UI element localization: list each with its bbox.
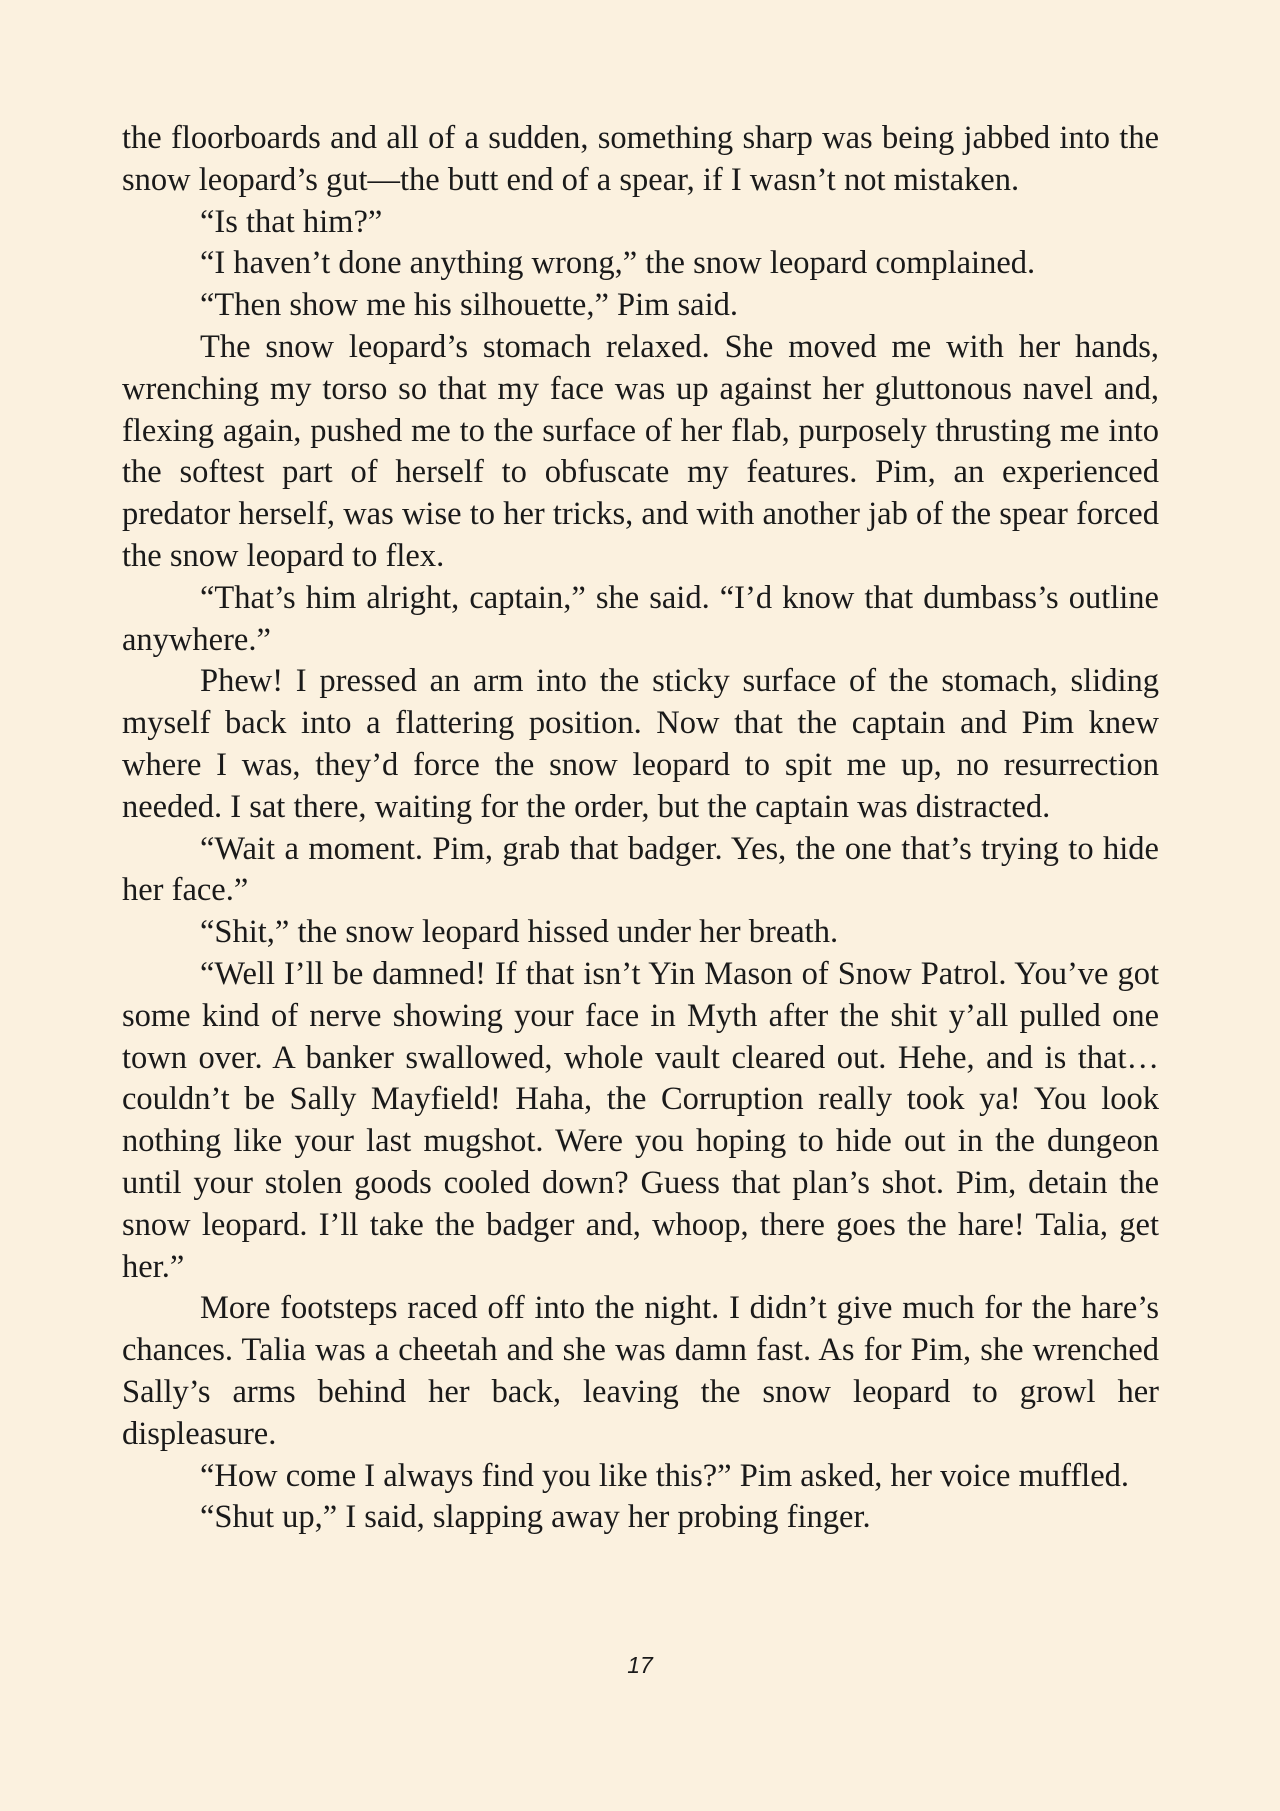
paragraph: “I haven’t done anything wrong,” the snow leopard complained. bbox=[200, 245, 1036, 282]
body-text bbox=[122, 118, 1159, 1539]
paragraph: “How come I always find you like this?” Pim asked, her voice muffled. bbox=[200, 1457, 1130, 1494]
paragraph-continued: the floorboards and all of a sudden, something sharp was being jabbed into the snow leopard’s gut—the butt end of a spear, if I wasn’t not mistaken. bbox=[122, 120, 1159, 198]
paragraph: “That’s him alright, captain,” she said. “I’d know that dumbass’s outline anywhere.” bbox=[122, 579, 1159, 658]
paragraph: The snow leopard’s stomach relaxed. She moved me with her hands, wrenching my torso so that my face was up against her gluttonous navel and, flexing again, pushed me to the surface of her flab, purposely thrusting me into the softest part of herself to obfuscate my features. Pim, an experienced predator herself, was wise to her tricks, and with another jab of the spear forced the snow leopard to flex. bbox=[122, 328, 1159, 574]
paragraph: “Shit,” the snow leopard hissed under her breath. bbox=[200, 914, 839, 951]
paragraph: “Wait a moment. Pim, grab that badger. Yes, the one that’s trying to hide her face.” bbox=[122, 830, 1159, 909]
paragraph: “Well I’ll be damned! If that isn’t Yin Mason of Snow Patrol. You’ve got some kind of nerve showing your face in Myth after the shit y’all pulled one town over. A banker swallowed, whole vault cleared out. Hehe, and is that…couldn’t be Sally Mayfield! Haha, the Corruption really took ya! You look nothing like your last mugshot. Were you hoping to hide out in the dungeon until your stolen goods cooled down? Guess that plan’s shot. Pim, detain the snow leopard. I’ll take the badger and, whoop, there goes the hare! Talia, get her.” bbox=[122, 955, 1159, 1285]
paragraph: “Shut up,” I said, slapping away her probing finger. bbox=[200, 1499, 871, 1536]
paragraph: Phew! I pressed an arm into the sticky surface of the stomach, sliding myself back into a flattering position. Now that the captain and Pim knew where I was, they’d force the snow leopard to spit me up, no resurrection needed. I sat there, waiting for the order, but the captain was distracted. bbox=[122, 663, 1159, 825]
paragraph: More footsteps raced off into the night. I didn’t give much for the hare’s chances. Talia was a cheetah and she was damn fast. As for Pim, she wrenched Sally’s arms behind her back, leaving the snow leopard to growl her displeasure. bbox=[122, 1290, 1159, 1452]
page-number: 17 bbox=[627, 1652, 653, 1678]
paragraph: “Is that him?” bbox=[200, 203, 383, 240]
paragraph: “Then show me his silhouette,” Pim said. bbox=[200, 287, 738, 324]
